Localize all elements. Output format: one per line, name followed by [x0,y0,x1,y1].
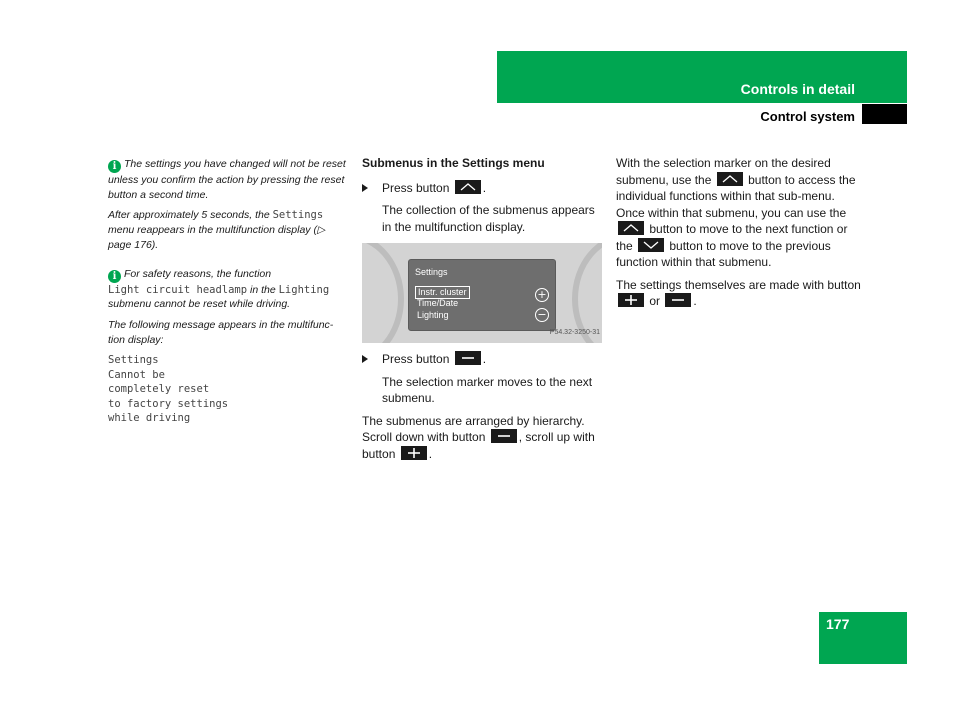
info-icon: i [108,160,121,173]
section-heading: Submenus in the Settings menu [362,156,545,170]
plus-button-icon [401,446,427,460]
display-item-selected: Instr. cluster [415,286,470,299]
navigation-paragraph: With the selection marker on the desired submenu, use the button to access the individual functions within that sub-menu. Once within that submenu, you can use the button to move to the next function or the button to move to the previous function within that submenu. [616,156,856,269]
info-icon: i [108,270,121,283]
figure-code: P54.32-3250-31 [549,328,600,336]
bullet-arrow-icon [362,184,368,192]
multifunction-display [408,259,556,331]
plus-button-icon [618,293,644,307]
hierarchy-paragraph: The submenus are arranged by hierarchy. Scroll down with button , scroll up with button . [362,413,595,461]
message-line: Settings [108,354,159,367]
section-title: Controls in detail [740,81,855,97]
message-intro: The following message appears in the multifunc-tion display: [108,318,334,346]
section-subtitle: Control system [760,109,855,124]
plus-icon: + [535,288,549,302]
message-line: to factory settings [108,397,229,410]
message-line: while driving [108,412,191,425]
message-line: completely reset [108,383,210,396]
functions-column [616,155,861,316]
step-2: Press button . [362,351,602,368]
notes-column [108,157,348,426]
bullet-arrow-icon [362,355,368,363]
minus-button-icon [455,351,481,365]
up-button-icon [717,172,743,186]
display-item: Lighting [417,310,449,320]
minus-icon: − [535,308,549,322]
up-button-icon [455,180,481,194]
instructions-column [362,155,602,468]
display-figure [362,243,602,343]
display-message [108,353,348,426]
header-tab [862,104,907,124]
minus-button-icon [665,293,691,307]
step-1-result: The collection of the submenus appears in the multifunction display. [382,203,595,234]
message-line: Cannot be [108,368,165,381]
info-note-2: i For safety reasons, the function Light circuit headlamp in the Lighting submenu cannot be reset while driving. [108,267,330,311]
settings-paragraph: The settings themselves are made with button or . [616,277,861,308]
display-title: Settings [415,267,448,277]
info-note-1: i The settings you have changed will not be reset unless you confirm the action by pressing the reset button a second time. [108,158,346,201]
down-button-icon [638,238,664,252]
minus-button-icon [491,429,517,443]
display-item: Time/Date [417,298,459,308]
up-button-icon [618,221,644,235]
step-1: Press button . [362,180,602,197]
info-note-1-after: After approximately 5 seconds, the Settings menu reappears in the multifunction display (▷ page 176). [108,209,326,251]
page-number: 177 [826,616,850,632]
step-2-result: The selection marker moves to the next submenu. [382,374,593,405]
